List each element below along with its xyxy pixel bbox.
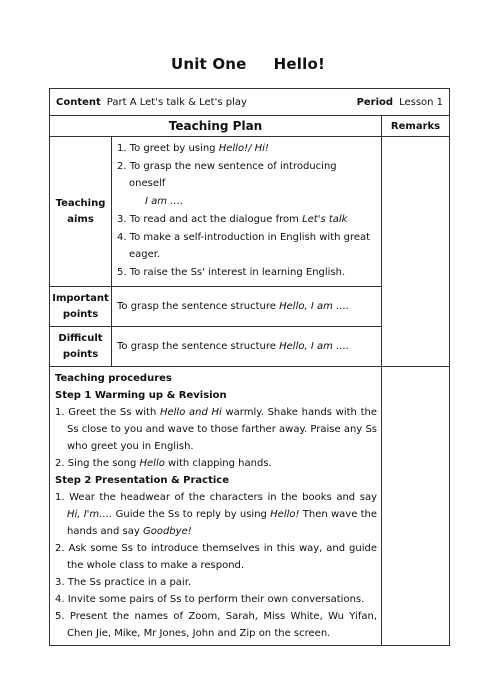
s2-1-em2: Hello! <box>270 509 300 520</box>
aim-item-1 <box>117 140 376 157</box>
teaching-plan-table <box>49 88 450 646</box>
period-value: Lesson 1 <box>399 96 444 108</box>
step-1-item-2 <box>55 455 377 472</box>
step-2-item-3: 3. The Ss practice in a pair. <box>55 577 192 588</box>
aim-item-4: 4. To make a self-introduction in English with great eager. <box>117 232 371 260</box>
aim-3-text: 3. To read and act the dialogue from <box>117 214 303 225</box>
important-points-text <box>112 287 382 327</box>
step-2-heading: Step 2 Presentation & Practice <box>55 475 230 486</box>
remarks-cell-top <box>382 137 450 367</box>
s1-2-b: with clapping hands. <box>164 458 272 469</box>
difficult-points-label: Difficult points <box>50 327 112 367</box>
difficult-points-text <box>112 327 382 367</box>
step-1-item-1 <box>55 404 377 455</box>
s2-1-b: Guide the Ss to reply by using <box>112 509 271 520</box>
step-2-item-4: 4. Invite some pairs of Ss to perform their own conversations. <box>55 594 365 605</box>
content-row <box>50 89 450 116</box>
teaching-plan-header: Teaching Plan <box>50 116 382 137</box>
procedures-heading: Teaching procedures <box>55 373 172 384</box>
important-text: To grasp the sentence structure <box>117 301 280 312</box>
s1-2-em: Hello <box>139 458 165 469</box>
page-title: Unit One Hello! <box>170 55 326 73</box>
s2-1-a: 1. Wear the headwear of the characters in the books and say <box>55 492 377 503</box>
aim-item-3 <box>117 211 376 228</box>
aim-2-text: 2. To grasp the new sentence of introducing oneself <box>117 161 337 189</box>
remarks-header: Remarks <box>382 116 450 137</box>
difficult-text: To grasp the sentence structure <box>117 341 280 352</box>
s1-2-a: 2. Sing the song <box>55 458 140 469</box>
aim-3-em: Let's talk <box>302 214 348 225</box>
aim-item-2 <box>117 158 376 192</box>
teaching-procedures <box>50 367 382 646</box>
content-label: Content <box>56 96 101 108</box>
remarks-cell-bottom <box>382 367 450 646</box>
content-value: Part A Let's talk & Let's play <box>106 96 247 108</box>
important-em: Hello, I am …. <box>279 301 350 312</box>
s1-1-a: 1. Greet the Ss with <box>55 407 160 418</box>
aim-1-em: Hello!/ Hi! <box>218 143 269 154</box>
aim-item-2-cont: I am …. <box>145 196 184 207</box>
aim-item-5: 5. To raise the Ss' interest in learning English. <box>117 267 346 278</box>
period-label: Period <box>356 96 394 108</box>
period-info <box>357 94 443 111</box>
important-points-label: Important points <box>50 287 112 327</box>
step-1-heading: Step 1 Warming up & Revision <box>55 390 227 401</box>
s2-1-em1: Hi, I'm…. <box>67 509 113 520</box>
header-row <box>50 116 450 137</box>
aims-row <box>50 137 450 287</box>
teaching-aims-label: Teaching aims <box>50 137 112 287</box>
s2-1-c: Then wave the hands and say <box>67 509 378 537</box>
s1-1-em: Hello and Hi <box>159 407 222 418</box>
step-2-item-2: 2. Ask some Ss to introduce themselves in this way, and guide the whole class to make a respond. <box>55 543 377 571</box>
step-2-item-1 <box>55 489 377 540</box>
difficult-em: Hello, I am …. <box>279 341 350 352</box>
procedures-row <box>50 367 450 646</box>
aim-1-text: 1. To greet by using <box>117 143 219 154</box>
s2-1-em3: Goodbye! <box>142 526 192 537</box>
teaching-aims-list <box>112 137 382 287</box>
s1-1-b: warmly. Shake hands with the Ss close to you and wave to those farther away. Praise any Ss who greet you in English. <box>67 407 377 452</box>
content-cell <box>50 89 450 116</box>
step-2-item-5: 5. Present the names of Zoom, Sarah, Miss White, Wu Yifan, Chen Jie, Mike, Mr Jones, John and Zip on the screen. <box>55 611 377 639</box>
